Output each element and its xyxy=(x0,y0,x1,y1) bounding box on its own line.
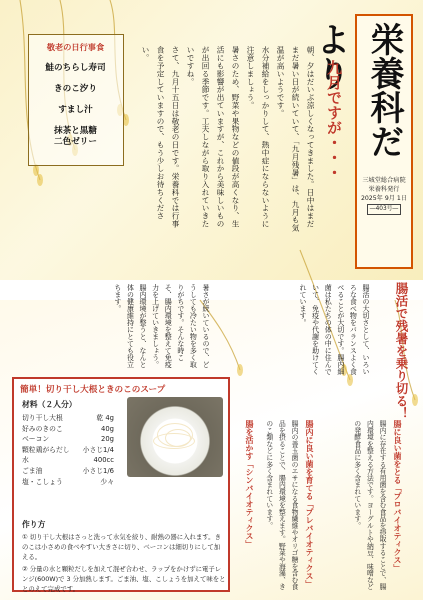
event-menu-title: 敬老の日行事食 xyxy=(46,42,105,52)
upper-paragraph: 暑さのため、野菜や果物などの値段が高くなり、生活にも影響が出ていますが、これから美味しいものが出回る季節です。工夫しながら取り入れていきたいですね。 xyxy=(186,46,240,228)
menu-item: 鮭のちらし寿司 xyxy=(45,63,106,73)
ingredient-row xyxy=(22,413,114,424)
ingredient-row xyxy=(22,477,114,488)
menu-item: すまし汁 xyxy=(58,105,93,115)
upper-paragraph: 朝、夕はだいぶ涼しくなってきました。日中はまだまだ暑い日が続いていて、「九月残暑」は、九月も気温が高いようです。 xyxy=(276,46,315,232)
newsletter-title: 栄養科だより xyxy=(310,22,404,158)
prebiotics-heading: 腸内に良い菌を育てる「プレバイオティクス」 xyxy=(305,420,314,588)
steps-list xyxy=(22,533,226,598)
gut-health-text-2: 暑さが続いているので、どうしても冷たい物を多く取りがちです。そんな時こそ、腸内環境を整えて免疫力を上げていきましょう。腸内環境が整うと、なんと体の健康維持にとても役立ちます。 xyxy=(113,284,210,368)
ingredient-row xyxy=(22,445,114,456)
recipe-box xyxy=(12,377,230,592)
issue-info xyxy=(359,176,409,266)
ingredient-name: ごま油 xyxy=(22,466,43,475)
noodle-strand xyxy=(153,433,195,449)
step-item: ① 切り干し大根はさっと洗って水気を絞り、耐熱の器に入れます。きのこは小さめの食べやすい大きさに切り、ベーコンは細切りにして加える。 xyxy=(22,533,221,561)
event-menu-list xyxy=(29,63,122,158)
ingredient-name: 切り干し大根 xyxy=(22,414,63,422)
ingredients-list xyxy=(22,413,114,487)
recipe-title: 簡単！切り干し大根ときのこのスープ xyxy=(20,385,166,395)
upper-paragraph: 水分補給をしっかりして、熱中症にならないように注意しましょう。 xyxy=(246,46,270,228)
event-menu-box xyxy=(28,34,124,166)
ingredient-name: 顆粒鶏がらだし xyxy=(22,445,70,454)
department: 栄養科発行 xyxy=(368,186,400,193)
steps-title: 作り方 xyxy=(22,520,46,529)
ingredient-amount: 20g xyxy=(101,435,114,444)
probiotics-text: 腸内に存在する有用菌を含む食品を摂取することで、腸内環境を整える方法です。ヨーグルトや納豆、味噌などの発酵食品に多く含まれています。 xyxy=(352,420,386,590)
ingredient-amount: 40g xyxy=(101,424,114,433)
ingredient-name: 水 xyxy=(22,456,29,465)
ingredient-row xyxy=(22,466,114,477)
gut-health-text: 腸活の大切さとして、いろいろな食べ物をバランスよく食べることが大切です。腸内細菌は私たちの体の中に住んでいて、免疫や代謝を助けてくれています。 xyxy=(299,284,370,375)
upper-heading: 九月ですが・・・ xyxy=(325,60,343,180)
ingredients-title: 材料（２人分） xyxy=(22,400,77,409)
menu-item: きのこ汐り xyxy=(54,84,97,94)
upper-paragraph: さて、九月十五日は敬老の日です。栄養科では行事食を予定していますので、もう少しお待ちください。 xyxy=(141,46,180,228)
probiotics-heading: 腸に良い菌をとる「プロバイオティクス」 xyxy=(393,420,402,572)
step-item: ② 分量の水と顆粒だしを加えて混ぜ合わせ、ラップをかけずに電子レンジ(600W)で 3 分加熱します。ごま油、塩、こしょうを加えて味をととのえて完成です。 xyxy=(22,565,226,593)
gut-health-heading: 腸活で残暑を乗り切る！ xyxy=(394,282,409,420)
upper-article xyxy=(138,46,318,232)
ingredient-amount: 少々 xyxy=(100,477,114,486)
ingredient-amount: 小さじ1/6 xyxy=(82,466,114,475)
ingredient-row xyxy=(22,424,114,435)
ingredient-name: 好みのきのこ xyxy=(22,424,63,433)
soup-photo xyxy=(127,397,223,477)
issuer: 三城堂総合病院 xyxy=(362,177,406,184)
issue-date: 2025年 9月 1日 xyxy=(360,195,408,202)
prebiotics-text: 腸内の善玉菌のエサになる食物繊維やオリゴ糖を含む食品を摂ることで、腸内環境を整えます。野菜や海藻、きのこ類などに多く含まれています。 xyxy=(264,420,298,590)
menu-item: 抹茶と黒糖 二色ゼリー xyxy=(54,126,97,147)
ingredient-name: 塩・こしょう xyxy=(22,477,63,486)
ingredient-name: ベーコン xyxy=(22,435,50,444)
ingredient-amount: 乾 4g xyxy=(96,414,114,422)
synbiotics-heading: 腸を活かす「シンバイオティクス」 xyxy=(245,420,254,548)
ingredient-row xyxy=(22,434,114,445)
ingredient-row xyxy=(22,455,114,466)
issue-number: ―403号― xyxy=(367,204,401,215)
ingredient-amount: 小さじ1/4 xyxy=(82,445,114,454)
ingredient-amount: 400cc xyxy=(93,456,114,465)
